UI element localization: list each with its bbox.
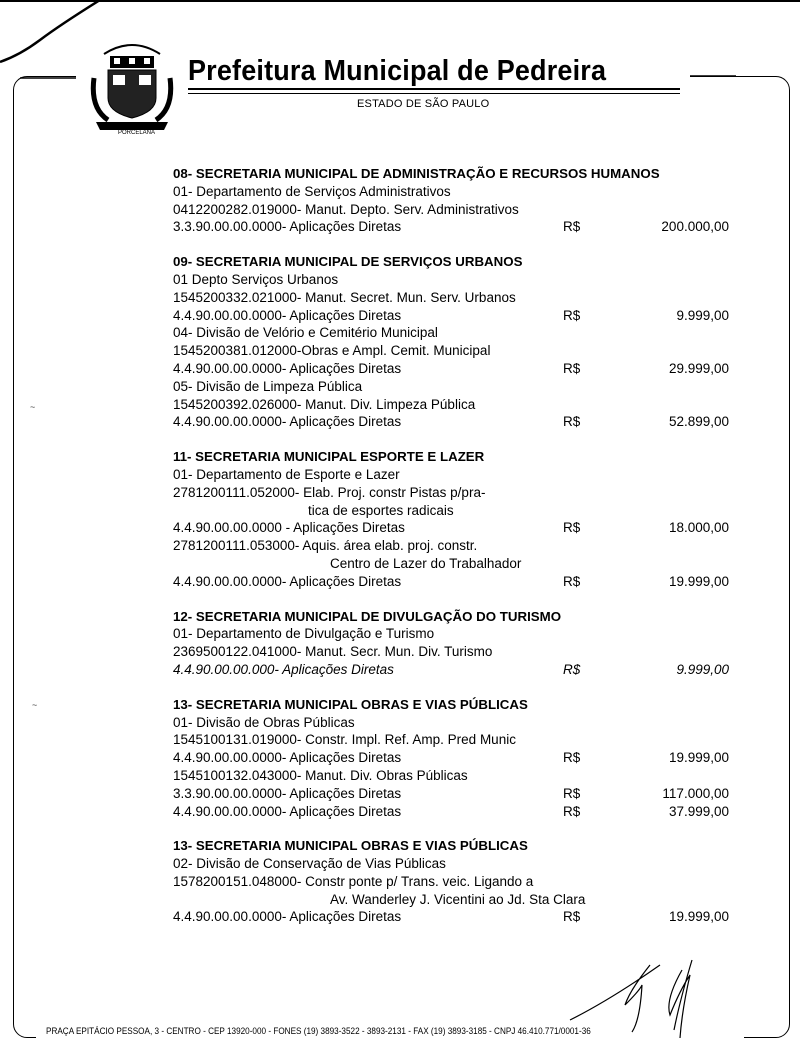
line-text: 02- Divisão de Conservação de Vias Públicas	[173, 856, 446, 872]
budget-description-line	[173, 767, 729, 785]
budget-line-item	[173, 749, 729, 767]
budget-line-item	[173, 413, 729, 431]
budget-content	[173, 165, 729, 943]
logo-motto: FLOR DA PORCELANA	[118, 124, 156, 136]
amount-value: 19.999,00	[668, 909, 729, 925]
line-text: 3.3.90.00.00.0000- Aplicações Diretas	[173, 785, 402, 801]
budget-description-line	[173, 731, 729, 749]
line-text: 4.4.90.00.00.0000- Aplicações Diretas	[173, 307, 402, 323]
line-text: 4.4.90.00.00.000- Aplicações Diretas	[173, 661, 394, 677]
line-text: 2781200111.053000- Aquis. área elab. proj. constr.	[173, 538, 478, 554]
line-text: 1578200151.048000- Constr ponte p/ Trans. veic. Ligando a	[173, 873, 534, 889]
budget-description-line	[173, 714, 729, 732]
currency-label: R$	[563, 750, 581, 766]
line-text: 01- Departamento de Serviços Administrativos	[173, 183, 451, 199]
budget-line-item	[173, 360, 729, 378]
line-text: 1545200381.012000-Obras e Ampl. Cemit. Municipal	[173, 343, 491, 359]
budget-section	[173, 696, 729, 821]
line-text: 4.4.90.00.00.0000 - Aplicações Diretas	[173, 520, 405, 536]
section-heading	[173, 253, 729, 271]
line-text: 1545100132.043000- Manut. Div. Obras Públicas	[173, 767, 468, 783]
header-rule-left	[20, 77, 76, 79]
line-text: 0412200282.019000- Manut. Depto. Serv. Administrativos	[173, 201, 519, 217]
line-text: 1545200392.026000- Manut. Div. Limpeza Pública	[173, 396, 476, 412]
budget-description-line	[173, 502, 729, 520]
line-text: 4.4.90.00.00.0000- Aplicações Diretas	[173, 909, 402, 925]
line-text: 01- Divisão de Obras Públicas	[173, 714, 355, 730]
budget-description-line	[173, 271, 729, 289]
line-text: 1545100131.019000- Constr. Impl. Ref. Amp. Pred Munic	[173, 732, 516, 748]
budget-description-line	[173, 342, 729, 360]
line-text: 11- SECRETARIA MUNICIPAL ESPORTE E LAZER	[173, 449, 485, 465]
budget-description-line	[173, 891, 729, 909]
budget-line-item	[173, 307, 729, 325]
line-text: 1545200332.021000- Manut. Secret. Mun. Serv. Urbanos	[173, 289, 516, 305]
section-heading	[173, 608, 729, 626]
currency-label: R$	[563, 573, 581, 589]
currency-label: R$	[563, 520, 581, 536]
line-text: 01 Depto Serviços Urbanos	[173, 271, 339, 287]
amount-value: 117.000,00	[662, 785, 729, 801]
scan-speck: ~	[30, 402, 36, 412]
budget-line-item	[173, 218, 729, 236]
budget-description-line	[173, 537, 729, 555]
header-rule-right	[690, 75, 736, 77]
scan-top-edge	[0, 0, 800, 2]
amount-value: 19.999,00	[668, 573, 729, 589]
budget-section	[173, 608, 729, 679]
currency-label: R$	[563, 307, 581, 323]
line-text: 4.4.90.00.00.0000- Aplicações Diretas	[173, 414, 402, 430]
line-text: 4.4.90.00.00.0000- Aplicações Diretas	[173, 573, 402, 589]
budget-line-item	[173, 908, 729, 926]
budget-description-line	[173, 855, 729, 873]
currency-label: R$	[563, 414, 581, 430]
page-subtitle: ESTADO DE SÃO PAULO	[357, 98, 490, 110]
line-text: 2781200111.052000- Elab. Proj. constr Pistas p/pra-	[173, 484, 486, 500]
budget-description-line	[173, 555, 729, 573]
budget-line-item	[173, 785, 729, 803]
line-text: 12- SECRETARIA MUNICIPAL DE DIVULGAÇÃO DO TURISMO	[173, 608, 562, 624]
budget-section	[173, 837, 729, 926]
scan-speck: ~	[32, 700, 38, 710]
budget-description-line	[173, 183, 729, 201]
line-text: 4.4.90.00.00.0000- Aplicações Diretas	[173, 750, 402, 766]
section-heading	[173, 448, 729, 466]
line-text: 01- Departamento de Esporte e Lazer	[173, 466, 400, 482]
section-heading	[173, 696, 729, 714]
budget-line-item	[173, 803, 729, 821]
line-text: 05- Divisão de Limpeza Pública	[173, 378, 363, 394]
amount-value: 52.899,00	[668, 414, 729, 430]
budget-description-line	[173, 643, 729, 661]
section-heading	[173, 165, 729, 183]
coat-of-arms-logo	[90, 38, 174, 140]
line-text: 09- SECRETARIA MUNICIPAL DE SERVIÇOS URBANOS	[173, 254, 523, 270]
line-text: 01- Departamento de Divulgação e Turismo	[173, 626, 435, 642]
budget-description-line	[173, 625, 729, 643]
line-text: Centro de Lazer do Trabalhador	[330, 555, 522, 571]
currency-label: R$	[563, 661, 581, 677]
budget-description-line	[173, 396, 729, 414]
budget-line-item	[173, 573, 729, 591]
budget-description-line	[173, 466, 729, 484]
line-text: 13- SECRETARIA MUNICIPAL OBRAS E VIAS PÚBLICAS	[173, 838, 528, 854]
budget-description-line	[173, 201, 729, 219]
budget-description-line	[173, 378, 729, 396]
line-text: 4.4.90.00.00.0000- Aplicações Diretas	[173, 803, 402, 819]
budget-section	[173, 253, 729, 431]
amount-value: 18.000,00	[668, 520, 729, 536]
amount-value: 9.999,00	[676, 661, 729, 677]
signature	[570, 960, 720, 1040]
budget-description-line	[173, 873, 729, 891]
currency-label: R$	[563, 803, 581, 819]
line-text: 4.4.90.00.00.0000- Aplicações Diretas	[173, 360, 402, 376]
currency-label: R$	[563, 219, 581, 235]
budget-line-item	[173, 661, 729, 679]
amount-value: 29.999,00	[668, 360, 729, 376]
line-text: 08- SECRETARIA MUNICIPAL DE ADMINISTRAÇÃO E RECURSOS HUMANOS	[173, 166, 660, 181]
amount-value: 37.999,00	[668, 803, 729, 819]
title-underline	[188, 88, 680, 94]
currency-label: R$	[563, 360, 581, 376]
currency-label: R$	[563, 785, 581, 801]
budget-description-line	[173, 289, 729, 307]
budget-description-line	[173, 324, 729, 342]
line-text: tica de esportes radicais	[308, 502, 454, 518]
amount-value: 200.000,00	[661, 219, 729, 235]
amount-value: 19.999,00	[668, 750, 729, 766]
budget-section	[173, 165, 729, 236]
line-text: 04- Divisão de Velório e Cemitério Municipal	[173, 325, 438, 341]
line-text: 3.3.90.00.00.0000- Aplicações Diretas	[173, 219, 402, 235]
budget-section	[173, 448, 729, 590]
budget-description-line	[173, 484, 729, 502]
amount-value: 9.999,00	[676, 307, 729, 323]
footer-address: PRAÇA EPITÁCIO PESSOA, 3 - CENTRO - CEP 13920-000 - FONES (19) 3893-3522 - 3893-2131 - FAX (19) 3893-3185 - CNPJ 46.410.771/0001-36	[46, 1026, 591, 1037]
page-title: Prefeitura Municipal de Pedreira	[188, 55, 607, 87]
budget-line-item	[173, 519, 729, 537]
currency-label: R$	[563, 909, 581, 925]
line-text: Av. Wanderley J. Vicentini ao Jd. Sta Clara	[330, 891, 586, 907]
line-text: 2369500122.041000- Manut. Secr. Mun. Div. Turismo	[173, 644, 493, 660]
section-heading	[173, 837, 729, 855]
line-text: 13- SECRETARIA MUNICIPAL OBRAS E VIAS PÚBLICAS	[173, 696, 528, 712]
